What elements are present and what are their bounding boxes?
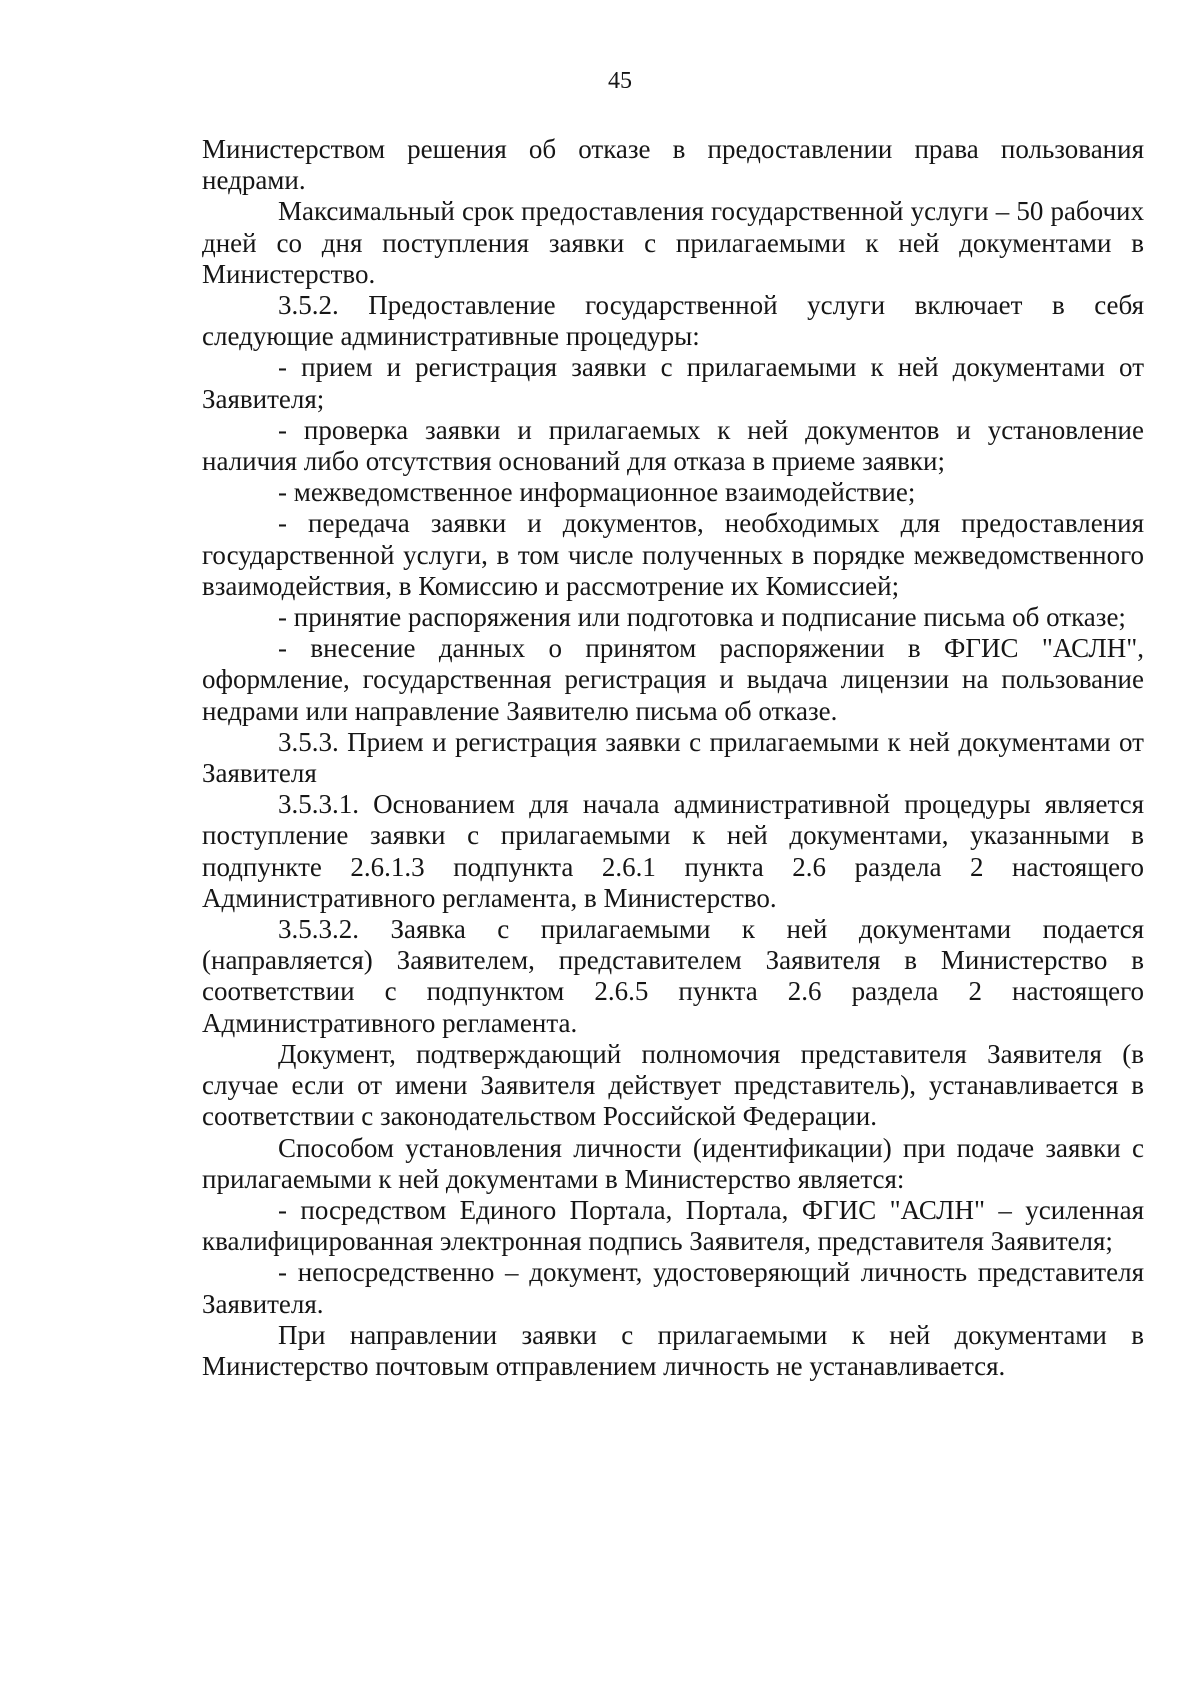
- list-item: - посредством Единого Портала, Портала, ФГИС "АСЛН" – усиленная квалифицированная электронная подпись Заявителя, представителя Заявителя;: [202, 1194, 1144, 1257]
- paragraph: Министерством решения об отказе в предоставлении права пользования недрами.: [202, 134, 1144, 196]
- list-item: - непосредственно – документ, удостоверяющий личность представителя Заявителя.: [202, 1257, 1144, 1319]
- list-item: - передача заявки и документов, необходимых для предоставления государственной услуги, в том числе полученных в порядке межведомственного взаимодействия, в Комиссию и рассмотрение их Комиссией;: [202, 508, 1144, 601]
- paragraph: Документ, подтверждающий полномочия представителя Заявителя (в случае если от имени Заявителя действует представитель), устанавливается в соответствии с законодательством Российской Федерации.: [202, 1038, 1144, 1132]
- paragraph: 3.5.3.2. Заявка с прилагаемыми к ней документами подается (направляется) Заявителем, представителем Заявителя в Министерство в соответствии с подпунктом 2.6.5 пункта 2.6 раздела 2 настоящего Административного регламента.: [202, 914, 1144, 1038]
- paragraph: 3.5.2. Предоставление государственной услуги включает в себя следующие административные процедуры:: [202, 290, 1144, 352]
- list-item: - прием и регистрация заявки с прилагаемыми к ней документами от Заявителя;: [202, 352, 1144, 414]
- page-number: 45: [608, 68, 632, 94]
- list-item: - межведомственное информационное взаимодействие;: [278, 477, 916, 508]
- section-heading: 3.5.3. Прием и регистрация заявки с прилагаемыми к ней документами от Заявителя: [202, 726, 1144, 789]
- paragraph: 3.5.3.1. Основанием для начала административной процедуры является поступление заявки с прилагаемыми к ней документами, указанными в подпункте 2.6.1.3 подпункта 2.6.1 пункта 2.6 раздела 2 настоящего Административного регламента, в Министерство.: [202, 789, 1144, 913]
- list-item: - внесение данных о принятом распоряжении в ФГИС "АСЛН", оформление, государственная регистрация и выдача лицензии на пользование недрами или направление Заявителю письма об отказе.: [202, 633, 1144, 726]
- paragraph: Максимальный срок предоставления государственной услуги – 50 рабочих дней со дня поступления заявки с прилагаемыми к ней документами в Министерство.: [202, 196, 1144, 289]
- paragraph: При направлении заявки с прилагаемыми к ней документами в Министерство почтовым отправлением личность не устанавливается.: [202, 1319, 1144, 1381]
- paragraph: Способом установления личности (идентификации) при подаче заявки с прилагаемыми к ней документами в Министерство является:: [202, 1132, 1144, 1194]
- list-item: - проверка заявки и прилагаемых к ней документов и установление наличия либо отсутствия оснований для отказа в приеме заявки;: [202, 414, 1144, 477]
- document-body: [202, 134, 1144, 1382]
- list-item: - принятие распоряжения или подготовка и подписание письма об отказе;: [278, 602, 1126, 633]
